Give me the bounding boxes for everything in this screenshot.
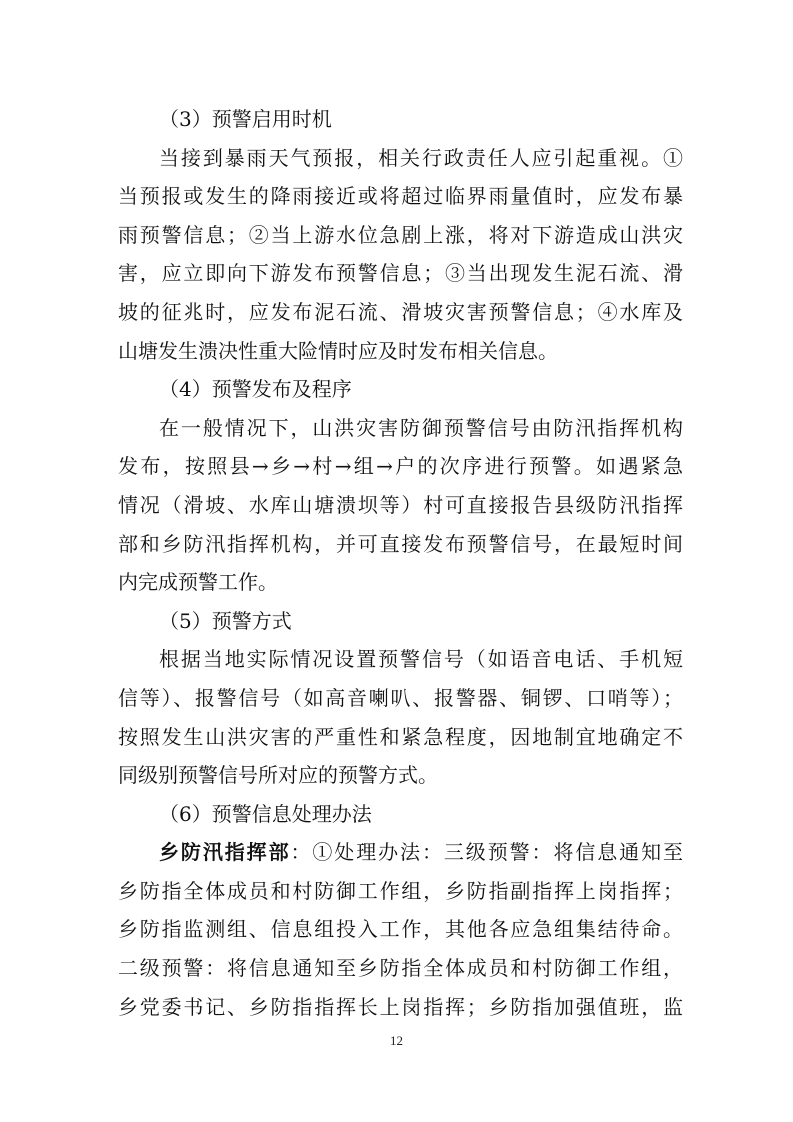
paragraph-line: 部和乡防汛指挥机构，并可直接发布预警信号，在最短时间 <box>118 531 683 556</box>
paragraph-line: 信等）、报警信号（如高音喇叭、报警器、铜锣、口哨等）； <box>118 685 683 710</box>
paragraph-line: 乡党委书记、乡防指指挥长上岗指挥；乡防指加强值班，监 <box>118 994 683 1019</box>
section-heading-4: （4）预警发布及程序 <box>159 377 352 402</box>
paragraph-line: 在一般情况下，山洪灾害防御预警信号由防汛指挥机构 <box>159 415 683 440</box>
section-heading-3: （3）预警启用时机 <box>159 107 332 131</box>
paragraph-line: 山塘发生溃决性重大险情时应及时发布相关信息。 <box>118 338 558 363</box>
paragraph-line: 当预报或发生的降雨接近或将超过临界雨量值时，应发布暴 <box>118 184 683 209</box>
paragraph-line: 坡的征兆时，应发布泥石流、滑坡灾害预警信息；④水库及 <box>118 299 683 324</box>
paragraph-line: 乡防指全体成员和村防御工作组，乡防指副指挥上岗指挥； <box>118 878 683 903</box>
document-body <box>118 100 683 1026</box>
paragraph-line: 雨预警信息；②当上游水位急剧上涨，将对下游造成山洪灾 <box>118 222 683 247</box>
section-heading-6: （6）预警信息处理办法 <box>159 801 372 826</box>
paragraph-line: 情况（滑坡、水库山塘溃坝等）村可直接报告县级防汛指挥 <box>118 492 683 517</box>
paragraph-line: 二级预警：将信息通知至乡防指全体成员和村防御工作组， <box>118 956 683 981</box>
paragraph-line: 乡防指监测组、信息组投入工作，其他各应急组集结待命。 <box>118 917 683 942</box>
paragraph-line: 发布，按照县→乡→村→组→户的次序进行预警。如遇紧急 <box>118 454 683 479</box>
paragraph-line: 同级别预警信号所对应的预警方式。 <box>118 763 438 788</box>
paragraph-line: 害，应立即向下游发布预警信息；③当出现发生泥石流、滑 <box>118 261 683 286</box>
paragraph-line <box>118 833 683 872</box>
paragraph-line: 内完成预警工作。 <box>118 570 278 595</box>
paragraph-line: 当接到暴雨天气预报，相关行政责任人应引起重视。① <box>159 145 683 170</box>
bold-term: 乡防汛指挥部 <box>159 840 291 865</box>
section-heading-5: （5）预警方式 <box>159 608 292 633</box>
paragraph-text: ：①处理办法：三级预警：将信息通知至 <box>290 840 684 865</box>
paragraph-line: 按照发生山洪灾害的严重性和紧急程度，因地制宜地确定不 <box>118 724 683 749</box>
page-number: 12 <box>390 1033 403 1048</box>
paragraph-line: 根据当地实际情况设置预警信号（如语音电话、手机短 <box>159 647 683 672</box>
